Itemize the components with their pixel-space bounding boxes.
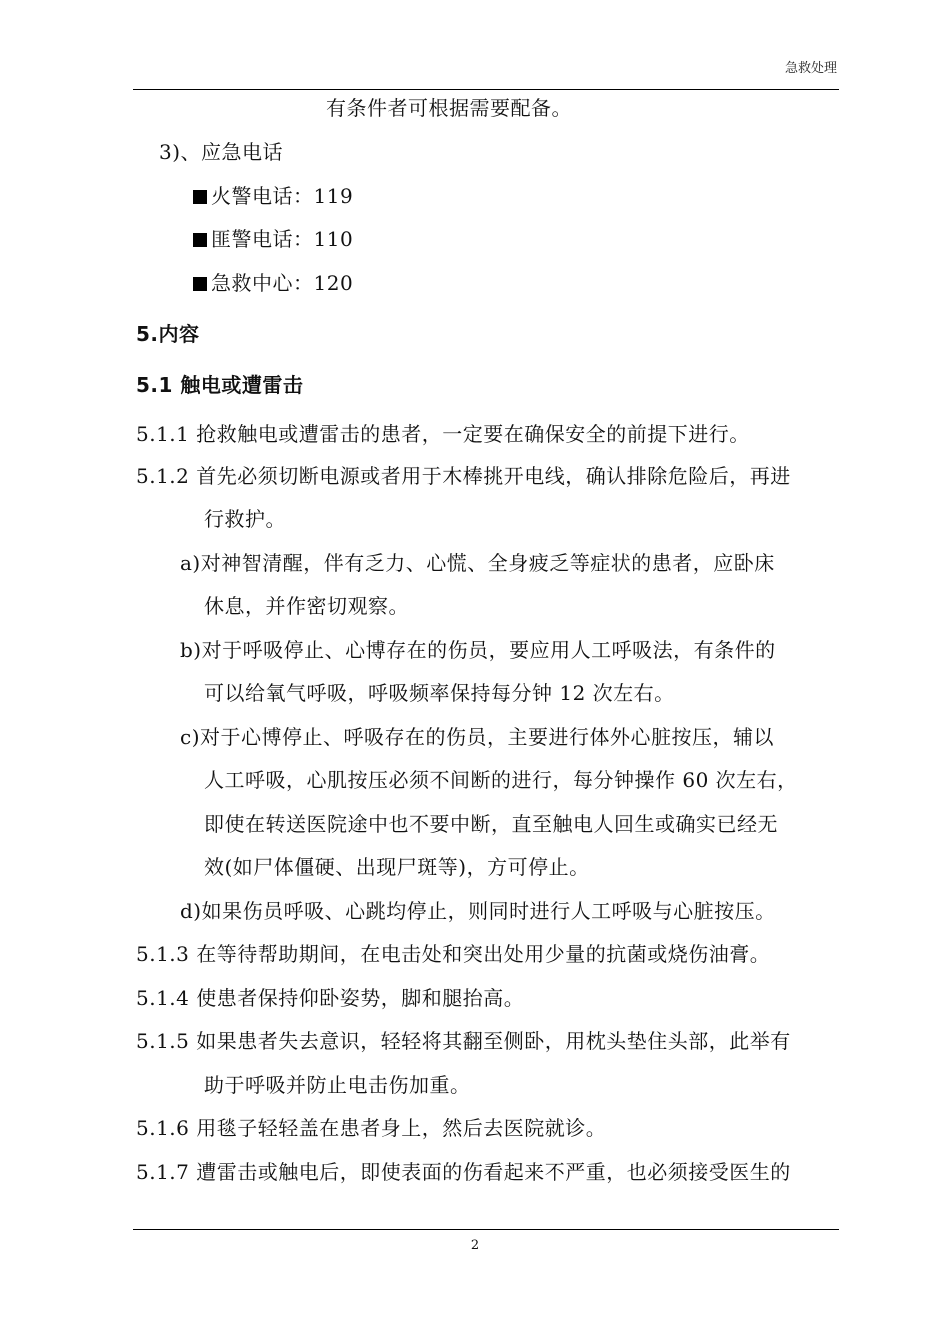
list-item-text: 火警电话：119 [211,184,354,208]
paragraph-line: d)如果伤员呼吸、心跳均停止，则同时进行人工呼吸与心脏按压。 [180,899,776,923]
paragraph-line: a)对神智清醒，伴有乏力、心慌、全身疲乏等症状的患者，应卧床 [180,551,775,575]
square-bullet-icon [193,190,207,204]
paragraph-line: 可以给氧气呼吸，呼吸频率保持每分钟 12 次左右。 [204,681,675,705]
paragraph-line: 有条件者可根据需要配备。 [326,96,572,120]
paragraph-line: 5.1.2 首先必须切断电源或者用于木棒挑开电线，确认排除危险后，再进 [136,464,791,488]
paragraph-line: 5.1.1 抢救触电或遭雷击的患者，一定要在确保安全的前提下进行。 [136,422,750,446]
subsection-heading: 5.1 触电或遭雷击 [136,373,304,397]
paragraph-line: 休息，并作密切观察。 [204,594,409,618]
square-bullet-icon [193,277,207,291]
list-item-text: 匪警电话：110 [211,227,354,251]
list-item [193,182,353,210]
paragraph-line: c)对于心博停止、呼吸存在的伤员，主要进行体外心脏按压，辅以 [180,725,775,749]
paragraph-line: 5.1.6 用毯子轻轻盖在患者身上，然后去医院就诊。 [136,1116,607,1140]
paragraph-line: 5.1.4 使患者保持仰卧姿势，脚和腿抬高。 [136,986,525,1010]
paragraph-line: 助于呼吸并防止电击伤加重。 [204,1073,471,1097]
paragraph-line: b)对于呼吸停止、心博存在的伤员，要应用人工呼吸法，有条件的 [180,638,776,662]
paragraph-line: 5.1.5 如果患者失去意识，轻轻将其翻至侧卧，用枕头垫住头部，此举有 [136,1029,791,1053]
header-title: 急救处理 [784,61,837,76]
list-heading: 3)、应急电话 [159,140,284,164]
list-item-text: 急救中心：120 [211,271,354,295]
paragraph-line: 5.1.3 在等待帮助期间，在电击处和突出处用少量的抗菌或烧伤油膏。 [136,942,771,966]
paragraph-line: 人工呼吸，心肌按压必须不间断的进行，每分钟操作 60 次左右， [204,768,798,792]
list-item [193,225,353,253]
square-bullet-icon [193,233,207,247]
paragraph-line: 行救护。 [204,507,286,531]
page-number: 2 [470,1238,480,1253]
footer-rule [133,1229,839,1230]
list-item [193,269,353,297]
section-heading: 5.内容 [136,322,200,346]
paragraph-line: 5.1.7 遭雷击或触电后，即使表面的伤看起来不严重，也必须接受医生的 [136,1160,791,1184]
header-rule [133,89,839,90]
paragraph-line: 即使在转送医院途中也不要中断，直至触电人回生或确实已经无 [204,812,778,836]
paragraph-line: 效(如尸体僵硬、出现尸斑等)，方可停止。 [204,855,590,879]
